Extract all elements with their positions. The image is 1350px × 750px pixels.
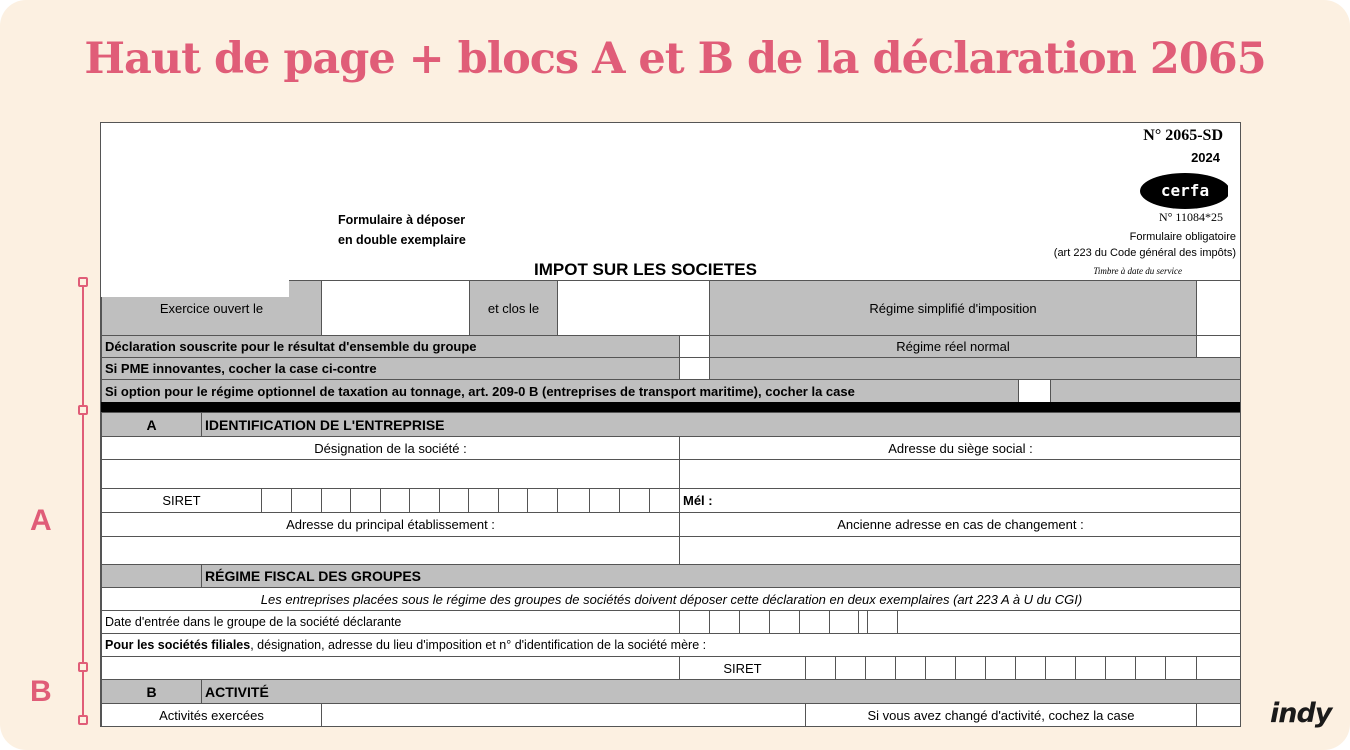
timbre-label: Timbre à date du service: [1093, 266, 1182, 276]
designation-input[interactable]: [101, 459, 680, 489]
annotation-marker: [78, 405, 88, 415]
siret-digit-input[interactable]: [589, 488, 620, 513]
article-reference: (art 223 du Code général des impôts): [1053, 247, 1236, 259]
ancienne-adresse-input[interactable]: [679, 536, 1241, 565]
siret-mere-digit-input[interactable]: [1135, 656, 1166, 680]
siret-digit-input[interactable]: [380, 488, 410, 513]
date-entree-label: Date d'entrée dans le groupe de la société déclarante: [101, 610, 680, 634]
siret-mere-digit-input[interactable]: [865, 656, 896, 680]
siret-digit-input[interactable]: [350, 488, 381, 513]
siret-mere-digit-input[interactable]: [1075, 656, 1106, 680]
groupe-label: Déclaration souscrite pour le résultat d'ensemble du groupe: [101, 335, 680, 358]
section-a-letter: A: [101, 412, 202, 437]
adresse-principal-input[interactable]: [101, 536, 680, 565]
date-entree-digit-input[interactable]: [709, 610, 740, 634]
siret-digit-input[interactable]: [619, 488, 650, 513]
deposer-notice: Formulaire à déposer en double exemplaire: [338, 213, 466, 247]
adresse-principal-label: Adresse du principal établissement :: [101, 512, 680, 537]
section-b-title: ACTIVITÉ: [201, 679, 1241, 704]
regime-reel-checkbox[interactable]: [1196, 335, 1241, 358]
date-entree-digit-input[interactable]: [769, 610, 800, 634]
siret-digit-input[interactable]: [291, 488, 322, 513]
pme-filler: [709, 357, 1241, 380]
siret-mere-digit-input[interactable]: [895, 656, 926, 680]
adresse-siege-label: Adresse du siège social :: [679, 436, 1241, 460]
exercice-ouvert-label: Exercice ouvert le: [101, 280, 322, 336]
adresse-siege-input[interactable]: [679, 459, 1241, 489]
annotation-marker: [78, 277, 88, 287]
pme-checkbox[interactable]: [679, 357, 710, 380]
siret-mere-digit-input[interactable]: [835, 656, 866, 680]
date-entree-digit-input[interactable]: [799, 610, 830, 634]
annotation-line-b: [82, 670, 84, 720]
siret-mere-digit-input[interactable]: [925, 656, 956, 680]
tonnage-checkbox[interactable]: [1018, 379, 1051, 403]
annotation-line-a: [82, 282, 84, 666]
siret-mere-digit-input[interactable]: [1015, 656, 1046, 680]
annotation-marker: [78, 662, 88, 672]
date-entree-filler: [897, 610, 1241, 634]
form-title: IMPOT SUR LES SOCIETES: [534, 260, 757, 279]
changement-checkbox[interactable]: [1196, 703, 1241, 727]
siret-digit-input[interactable]: [649, 488, 680, 513]
ancienne-adresse-label: Ancienne adresse en cas de changement :: [679, 512, 1241, 537]
groupe-checkbox[interactable]: [679, 335, 710, 358]
activites-label: Activités exercées: [101, 703, 322, 727]
date-entree-digit-input[interactable]: [679, 610, 710, 634]
date-entree-digit-input[interactable]: [867, 610, 898, 634]
declaration-form: [100, 122, 1241, 727]
siret-digit-input[interactable]: [527, 488, 558, 513]
cerfa-mask: [1228, 169, 1240, 213]
tonnage-label: Si option pour le régime optionnel de taxation au tonnage, art. 209-0 B (entreprises de transport maritime), cocher la case: [101, 379, 1019, 403]
siret-digit-input[interactable]: [468, 488, 499, 513]
siret-mere-digit-input[interactable]: [985, 656, 1016, 680]
form-number: N° 2065-SD: [1143, 127, 1223, 144]
siret-mere-label: SIRET: [679, 656, 806, 680]
formulaire-obligatoire: Formulaire obligatoire: [1129, 231, 1236, 243]
annotation-letter-b: B: [30, 675, 52, 708]
date-entree-digit-input[interactable]: [739, 610, 770, 634]
regime-simplifie-checkbox[interactable]: [1196, 280, 1241, 336]
date-entree-digit-input[interactable]: [829, 610, 859, 634]
mel-field[interactable]: Mél :: [679, 488, 1241, 513]
siret-mere-digit-input[interactable]: [805, 656, 836, 680]
siret-digit-input[interactable]: [439, 488, 469, 513]
annotation-letter-a: A: [30, 504, 52, 537]
regime-simplifie-label: Régime simplifié d'imposition: [709, 280, 1197, 336]
filiales-label: Pour les sociétés filiales , désignation, adresse du lieu d'imposition et n° d'identification de la société mère :: [101, 633, 1241, 657]
siret-mere-digit-input[interactable]: [1165, 656, 1197, 680]
annotation-marker: [78, 715, 88, 725]
indy-logo: indy: [1270, 698, 1332, 729]
regime-groupes-title: RÉGIME FISCAL DES GROUPES: [201, 564, 1241, 588]
siret-label: SIRET: [101, 488, 262, 513]
clos-le-label: et clos le: [469, 280, 558, 336]
form-year: 2024: [1191, 150, 1220, 165]
siret-mere-digit-input[interactable]: [955, 656, 986, 680]
siret-mere-digit-input[interactable]: [1196, 656, 1241, 680]
siret-mere-digit-input[interactable]: [1045, 656, 1076, 680]
siret-digit-input[interactable]: [321, 488, 351, 513]
regime-groupes-letter-cell: [101, 564, 202, 588]
exercice-ouvert-input[interactable]: [321, 280, 470, 336]
siret-mere-digit-input[interactable]: [1105, 656, 1136, 680]
siret-digit-input[interactable]: [498, 488, 528, 513]
filiales-input[interactable]: [101, 656, 680, 680]
cerfa-logo: cerfa: [1140, 173, 1230, 209]
siret-digit-input[interactable]: [557, 488, 590, 513]
logo-mask: [101, 123, 289, 297]
pme-label: Si PME innovantes, cocher la case ci-contre: [101, 357, 680, 380]
page-headline: Haut de page + blocs A et B de la déclaration 2065: [84, 34, 1266, 84]
regime-reel-label: Régime réel normal: [709, 335, 1197, 358]
activites-input[interactable]: [321, 703, 806, 727]
tonnage-filler: [1050, 379, 1241, 403]
section-b-letter: B: [101, 679, 202, 704]
cerfa-number: N° 11084*25: [1158, 210, 1223, 224]
section-a-title: IDENTIFICATION DE L'ENTREPRISE: [201, 412, 1241, 437]
siret-digit-input[interactable]: [261, 488, 292, 513]
siret-digit-input[interactable]: [409, 488, 440, 513]
groupes-note: Les entreprises placées sous le régime des groupes de sociétés doivent déposer cette déclaration en deux exemplaires (art 223 A à U du CGI): [101, 587, 1241, 611]
designation-label: Désignation de la société :: [101, 436, 680, 460]
changement-label: Si vous avez changé d'activité, cochez la case: [805, 703, 1197, 727]
clos-le-input[interactable]: [557, 280, 710, 336]
